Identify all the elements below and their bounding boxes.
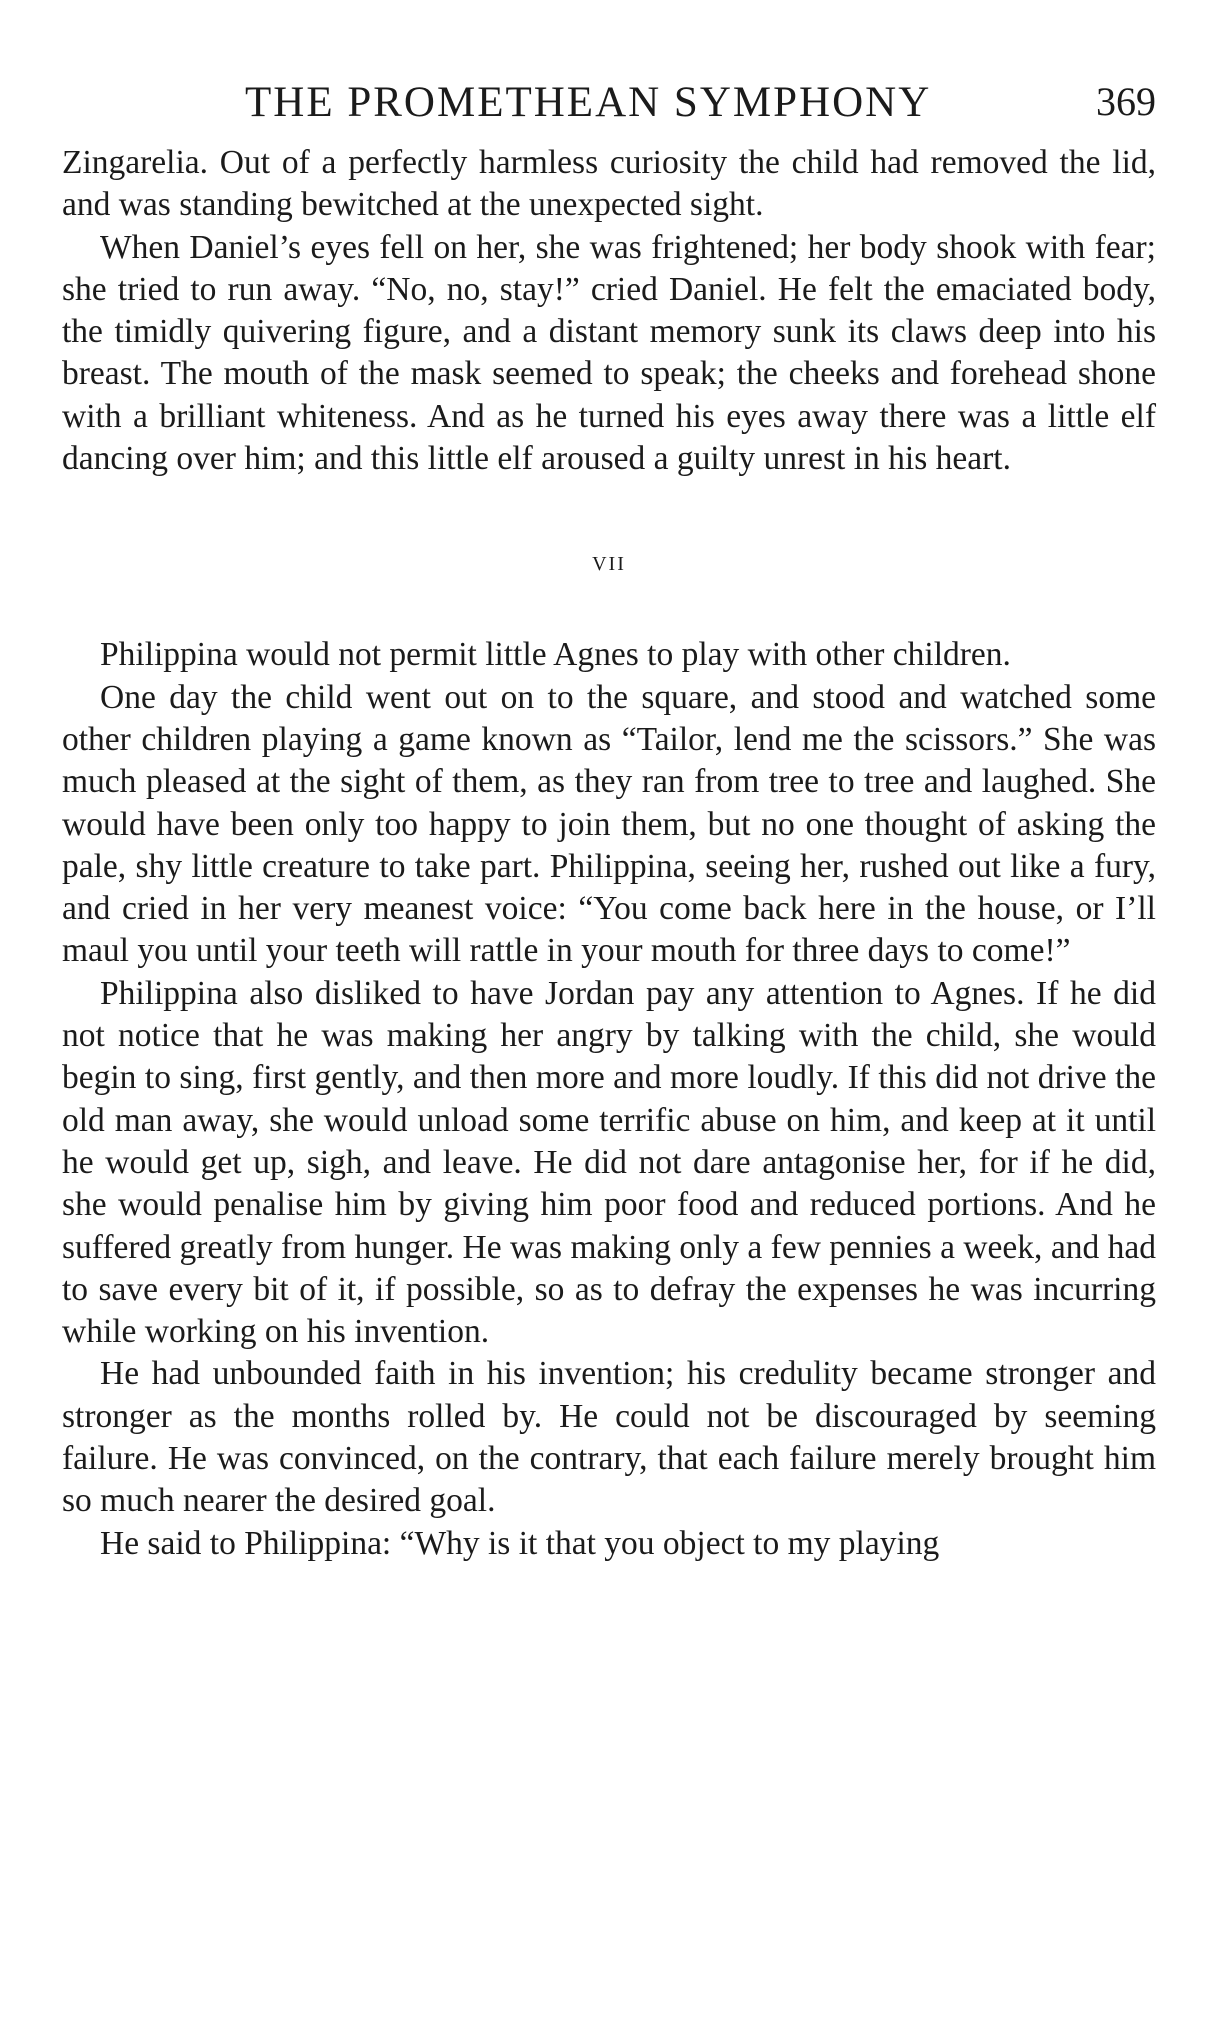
paragraph: Philippina would not permit little Agnes to play with other children. (100, 636, 1011, 674)
paragraph-final-line: He said to Philippina: “Why is it that you object to my playing (100, 1524, 940, 1562)
running-head (62, 78, 1156, 138)
paragraph: One day the child went out on to the square, and stood and watched some other children playing a game known as “Tailor, lend me the scissors.” She was much pleased at the sight of them, as they ran from tree to tree and laughed. She would have been only too happy to join them, but no one thought of asking the pale, shy little creature to take part. Philippina, seeing her, rushed out like a fury, and cried in her very meanest voice: “You come back here in the house, or I’ll maul you until your teeth will rattle in your mouth for three days to come!” (62, 678, 1156, 970)
paragraph: Philippina also disliked to have Jordan pay any attention to Agnes. If he did not notice that he was making her angry by talking with the child, she would begin to sing, first gently, and then more and more loudly. If this did not drive the old man away, she would unload some terrific abuse on him, and keep at it until he would get up, sigh, and leave. He did not dare antagonise her, for if he did, she would penalise him by giving him poor food and reduced portions. And he suffered greatly from hunger. He was making only a few pennies a week, and had to save every bit of it, if possible, so as to defray the expenses he was incurring while working on his invention. (62, 974, 1156, 1351)
paragraph: When Daniel’s eyes fell on her, she was frightened; her body shook with fear; she tried to run away. “No, no, stay!” cried Daniel. He felt the emaciated body, the timidly quivering figure, and a distant memory sunk its claws deep into his breast. The mouth of the mask seemed to speak; the cheeks and forehead shone with a brilliant whiteness. And as he turned his eyes away there was a little elf dancing over him; and this little elf aroused a guilty unrest in his heart. (62, 228, 1156, 478)
section-heading: VII (592, 553, 626, 576)
running-title: THE PROMETHEAN SYMPHONY (245, 79, 932, 126)
paragraph: He had unbounded faith in his invention; his credulity became stronger and stronger as the months rolled by. He could not be discouraged by seeming failure. He was convinced, on the contrary, that each failure merely brought him so much nearer the desired goal. (62, 1355, 1156, 1520)
page-number: 369 (1096, 79, 1156, 124)
book-page (62, 78, 1156, 1565)
paragraph-continuation: Zingarelia. Out of a perfectly harmless curiosity the child had removed the lid, and was standing bewitched at the unexpected sight. (62, 144, 1156, 224)
body-text (62, 142, 1156, 1565)
